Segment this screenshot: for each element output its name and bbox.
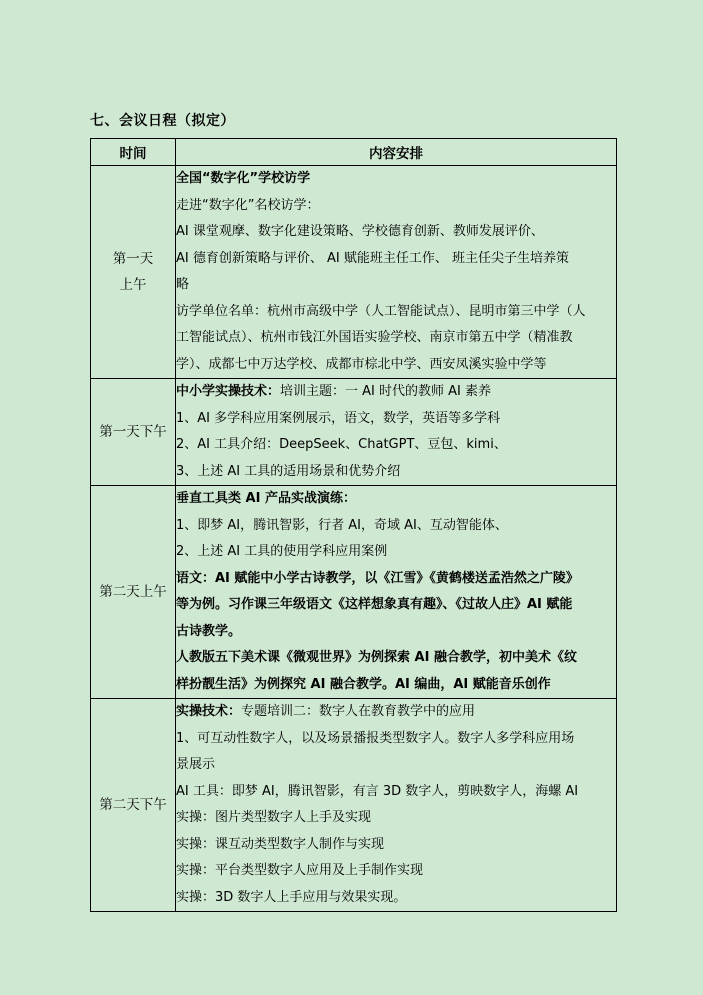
- time-cell: [91, 699, 176, 912]
- time-label: 第二天上午: [99, 584, 167, 600]
- content-line: 略: [176, 277, 190, 292]
- content-line: 实操：平台类型数字人应用及上手制作实现: [176, 863, 424, 878]
- content-line: 人教版五下美术课《微观世界》为例探索 AI 融合教学，初中美术《纹: [176, 650, 577, 665]
- table-row: [91, 379, 617, 486]
- content-line: 工智能试点）、杭州市钱江外国语实验学校、南京市第五中学（精准教: [176, 330, 573, 345]
- content-line: 1、可互动性数字人，以及场景播报类型数字人。数字人多学科应用场: [176, 730, 575, 746]
- time-cell: [91, 486, 176, 699]
- schedule-table: [90, 138, 617, 912]
- content-line: [176, 699, 616, 726]
- content-line: 实操：课互动类型数字人制作与实现: [176, 836, 385, 852]
- table-row: [91, 166, 617, 379]
- content-line-bold-prefix: 中小学实操技术：: [176, 384, 281, 399]
- content-line: 等为例。习作课三年级语文《这样想象真有趣》、《过故人庄》AI 赋能: [176, 597, 573, 612]
- table-row: [91, 699, 617, 912]
- content-line: 2、AI 工具介绍：DeepSeek、ChatGPT、豆包、kimi、: [176, 437, 507, 452]
- content-line: 语文：AI 赋能中小学古诗教学，以《江雪》《黄鹤楼送孟浩然之广陵》: [176, 570, 579, 586]
- content-line-text: 培训主题：一 AI 时代的教师 AI 素养: [280, 384, 491, 399]
- content-cell: [176, 379, 617, 486]
- content-cell: [176, 699, 617, 912]
- time-cell: [91, 379, 176, 486]
- time-label: 第二天下午: [99, 797, 167, 813]
- content-line-text: 专题培训二：数字人在教育教学中的应用: [241, 704, 476, 719]
- time-label: 第一天: [112, 251, 154, 267]
- content-line: 实操：图片类型数字人上手及实现: [176, 810, 372, 825]
- content-line: AI 工具：即梦 AI，腾讯智影，有言 3D 数字人，剪映数字人，海螺 AI: [176, 783, 579, 799]
- content-line-bold-prefix: 实操技术：: [176, 704, 242, 719]
- header-time: 时间: [91, 139, 176, 166]
- content-line: 走进“数字化”名校访学：: [176, 197, 320, 213]
- content-line: 学）、成都七中万达学校、成都市棕北中学、西安凤溪实验中学等: [176, 356, 547, 372]
- content-line: 样扮靓生活》为例探究 AI 融合教学。AI 编曲，AI 赋能音乐创作: [176, 676, 551, 692]
- content-line: 3、上述 AI 工具的适用场景和优势介绍: [176, 463, 401, 479]
- content-line: 垂直工具类 AI 产品实战演练：: [176, 491, 356, 506]
- content-cell: [176, 486, 617, 699]
- table-header-row: [91, 139, 617, 166]
- time-label: 第一天下午: [99, 424, 167, 440]
- content-line: AI 德育创新策略与评价、 AI 赋能班主任工作、 班主任尖子生培养策: [176, 250, 569, 266]
- content-line: 1、AI 多学科应用案例展示，语文，数学，英语等多学科: [176, 410, 501, 426]
- time-sublabel: 上午: [119, 277, 147, 293]
- content-line: 景展示: [176, 757, 216, 772]
- header-content: 内容安排: [176, 139, 617, 166]
- content-line: 实操：3D 数字人上手应用与效果实现。: [176, 889, 407, 905]
- content-line: 2、上述 AI 工具的使用学科应用案例: [176, 544, 388, 559]
- content-line: 全国“数字化”学校访学: [176, 171, 311, 186]
- content-line: [176, 379, 616, 406]
- time-cell: [91, 166, 176, 379]
- content-cell: [176, 166, 617, 379]
- content-line: AI 课堂观摩、数字化建设策略、学校德育创新、教师发展评价、: [176, 224, 544, 239]
- content-line: 访学单位名单：杭州市高级中学（人工智能试点）、昆明市第三中学（人: [176, 303, 586, 319]
- section-title: 七、会议日程（拟定）: [90, 113, 235, 129]
- content-line: 古诗教学。: [176, 623, 242, 639]
- content-line: 1、即梦 AI，腾讯智影，行者 AI，奇域 AI、互动智能体、: [176, 517, 508, 533]
- table-row: [91, 486, 617, 699]
